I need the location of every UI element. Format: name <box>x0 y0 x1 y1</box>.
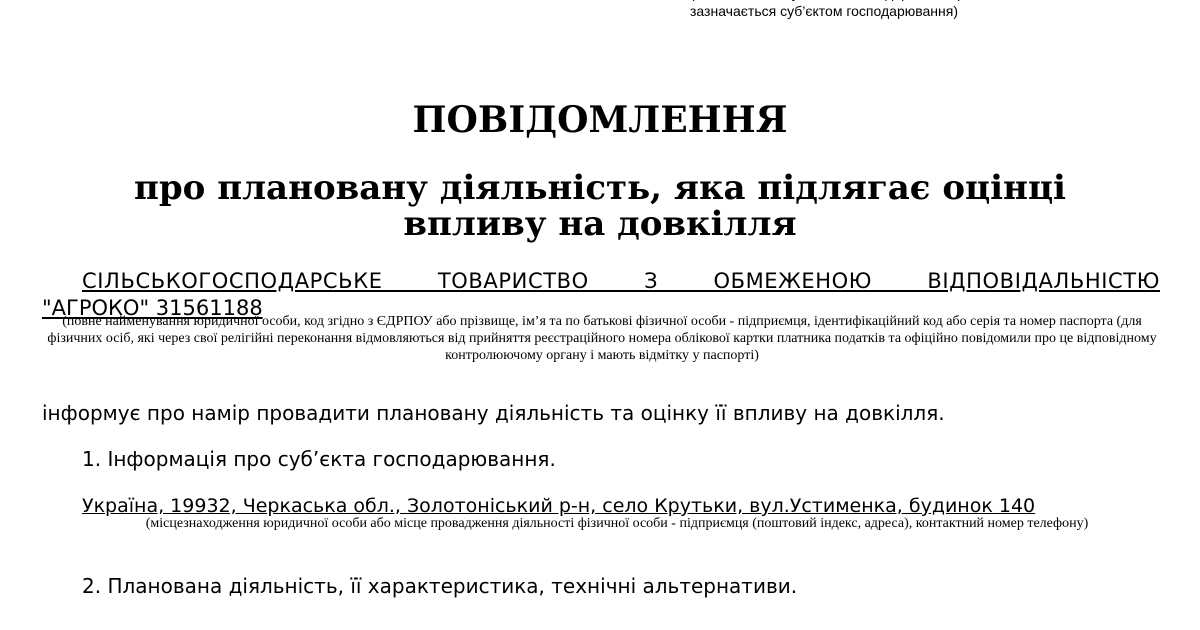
address-field: Україна, 19932, Черкаська обл., Золотоніський р-н, село Крутьки, вул.Устименка, будинок 140 <box>82 495 1036 517</box>
document-title: ПОВІДОМЛЕННЯ <box>412 99 788 141</box>
address-caption: (місцезнаходження юридичної особи або місце провадження діяльності фізичної особи - підприємця (поштовий індекс, адреса), контактний номер телефону) <box>145 516 1089 531</box>
section-2-heading: 2. Планована діяльність, її характеристика, технічні альтернативи. <box>82 574 798 598</box>
section-1-heading: 1. Інформація про суб’єкта господарювання. <box>82 447 556 471</box>
informs-statement: інформує про намір провадити плановану діяльність та оцінку її впливу на довкілля. <box>42 401 945 425</box>
company-caption: (повне найменування юридичної особи, код згідно з ЄДРПОУ або прізвище, ім’я та по батькові фізичної особи - підприємця, ідентифікаційний код або серія та номер паспорта (для фізичних осіб, які через свої релігійні переконання відмовляються від прийняття реєстраційного номера облікової картки платника податків та офіційно повідомили про це відповідному контролюючому органу і мають відмітку у паспорті) <box>47 314 1157 363</box>
subtitle-line-1: про плановану діяльність, яка підлягає оцінці <box>134 168 1066 208</box>
subtitle-line-2: впливу на довкілля <box>403 204 797 244</box>
top-note-line-2: зазначається суб’єктом господарювання) <box>690 3 959 19</box>
company-name-line-1: СІЛЬСЬКОГОСПОДАРСЬКЕ ТОВАРИСТВО З ОБМЕЖЕНОЮ ВІДПОВІДАЛЬНІСТЮ <box>82 269 1160 293</box>
document-subtitle <box>80 170 1120 242</box>
company-name-line-2: "АГРОКО" 31561188 <box>42 296 263 320</box>
top-note <box>690 0 1170 20</box>
